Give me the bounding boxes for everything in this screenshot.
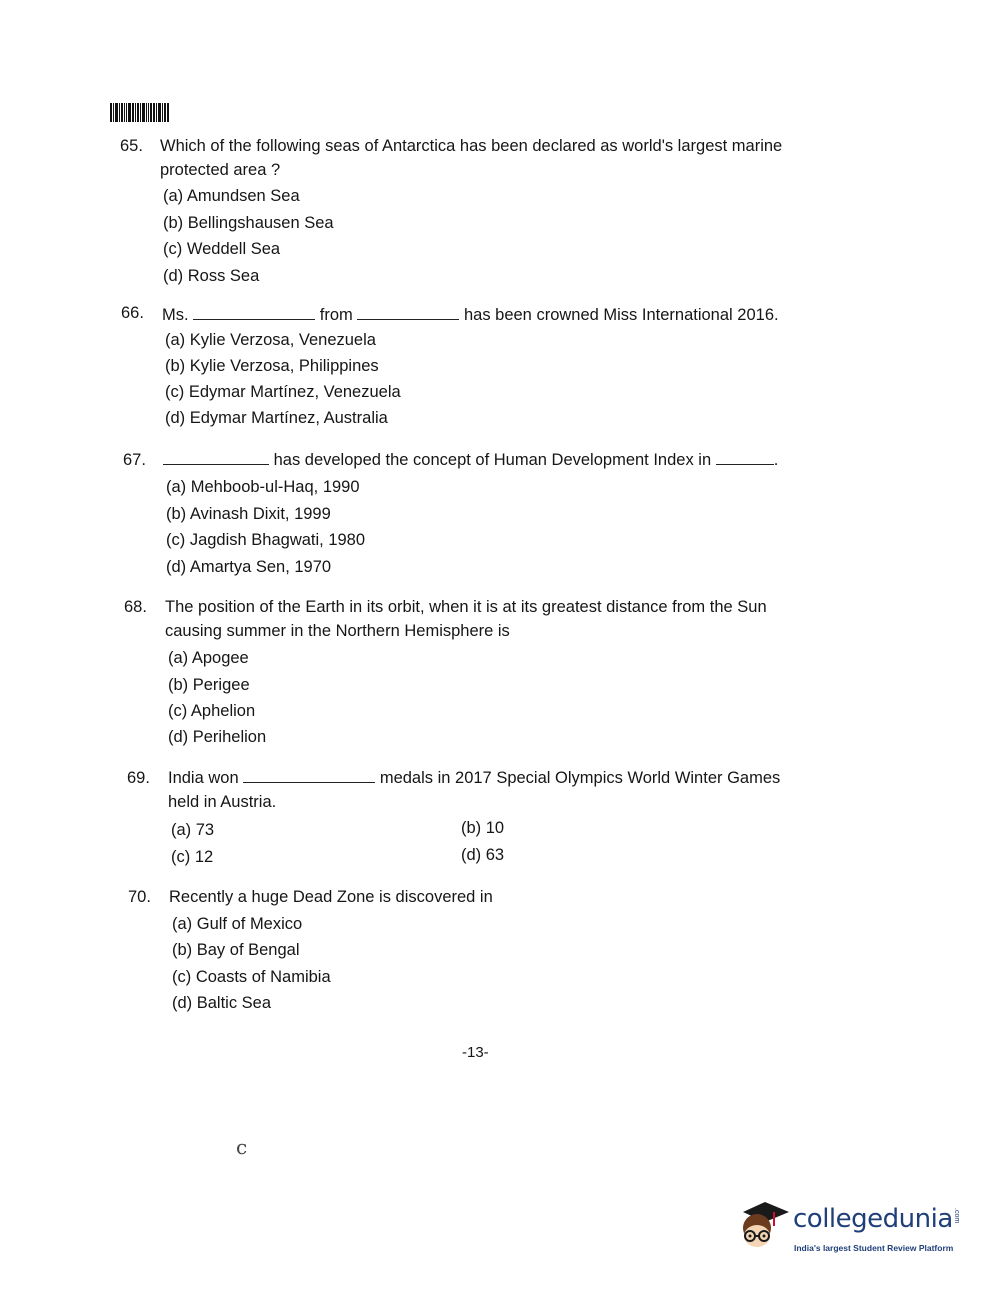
- option-a: (a) Kylie Verzosa, Venezuela: [165, 331, 376, 349]
- handwritten-scribble: c: [236, 1135, 248, 1159]
- answer-blank: [357, 304, 459, 320]
- collegedunia-logo: [735, 1198, 965, 1260]
- question-text-part2: from: [319, 306, 353, 324]
- question-text: [163, 447, 778, 474]
- question-number: 69.: [127, 769, 150, 787]
- question-number: 68.: [124, 598, 147, 616]
- question-number: 66.: [121, 304, 144, 322]
- question-text: [162, 302, 779, 329]
- option-d: (d) Perihelion: [168, 728, 267, 746]
- question-number: 70.: [128, 888, 151, 906]
- option-b: (b) Bellingshausen Sea: [163, 214, 334, 232]
- question-66: [121, 300, 801, 435]
- answer-blank: [716, 449, 774, 465]
- option-a: (a) Gulf of Mexico: [172, 915, 303, 933]
- question-text-part1: has developed the concept of Human Development Index in: [273, 451, 712, 469]
- option-b: (b) Kylie Verzosa, Philippines: [165, 357, 379, 375]
- question-67: [123, 447, 803, 582]
- answer-blank: [243, 767, 375, 783]
- question-number: 65.: [120, 137, 143, 155]
- option-a: (a) Mehboob-ul-Haq, 1990: [166, 478, 360, 496]
- question-text-part2: medals in 2017 Special Olympics World Winter Games: [379, 769, 781, 787]
- option-c: (c) Aphelion: [168, 702, 256, 720]
- logo-wordmark: collegedunia: [793, 1204, 953, 1234]
- question-65: [120, 133, 800, 293]
- question-text-part2: .: [773, 451, 779, 469]
- question-text-line1: Which of the following seas of Antarctica has been declared as world's largest marine: [160, 137, 783, 155]
- question-text-line2: protected area ?: [160, 161, 281, 179]
- logo-tagline: India's largest Student Review Platform: [794, 1243, 954, 1253]
- option-d: (d) 63: [461, 846, 505, 864]
- answer-blank: [163, 449, 269, 465]
- barcode: [110, 103, 170, 122]
- option-b: (b) Bay of Bengal: [172, 941, 300, 959]
- option-a: (a) Amundsen Sea: [163, 187, 300, 205]
- question-69: [127, 765, 807, 875]
- option-b: (b) 10: [461, 819, 505, 837]
- question-text-line1: The position of the Earth in its orbit, when it is at its greatest distance from the Sun: [165, 598, 767, 616]
- option-c: (c) Weddell Sea: [163, 240, 281, 258]
- question-text-line1: [168, 765, 780, 792]
- question-text-line2: held in Austria.: [168, 793, 277, 811]
- question-70: [128, 884, 808, 1019]
- option-b: (b) Avinash Dixit, 1999: [166, 505, 331, 523]
- option-d: (d) Amartya Sen, 1970: [166, 558, 332, 576]
- option-b: (b) Perigee: [168, 676, 250, 694]
- option-a: (a) 73: [171, 821, 215, 839]
- option-c: (c) Coasts of Namibia: [172, 968, 331, 986]
- option-c: (c) Edymar Martínez, Venezuela: [165, 383, 401, 401]
- page-number: -13-: [462, 1044, 489, 1061]
- option-d: (d) Baltic Sea: [172, 994, 272, 1012]
- mascot-icon: [735, 1198, 793, 1260]
- option-a: (a) Apogee: [168, 649, 249, 667]
- question-text-line2: causing summer in the Northern Hemisphere is: [165, 622, 510, 640]
- logo-dotcom: .com: [953, 1208, 960, 1224]
- question-text-part1: India won: [168, 769, 239, 787]
- question-number: 67.: [123, 451, 146, 469]
- question-text-part1: Ms.: [162, 306, 189, 324]
- option-c: (c) Jagdish Bhagwati, 1980: [166, 531, 366, 549]
- question-68: [124, 594, 804, 754]
- option-d: (d) Edymar Martínez, Australia: [165, 409, 388, 427]
- question-text-line1: Recently a huge Dead Zone is discovered in: [169, 888, 493, 906]
- question-text-part3: has been crowned Miss International 2016.: [463, 306, 779, 324]
- answer-blank: [193, 304, 315, 320]
- option-d: (d) Ross Sea: [163, 267, 260, 285]
- option-c: (c) 12: [171, 848, 214, 866]
